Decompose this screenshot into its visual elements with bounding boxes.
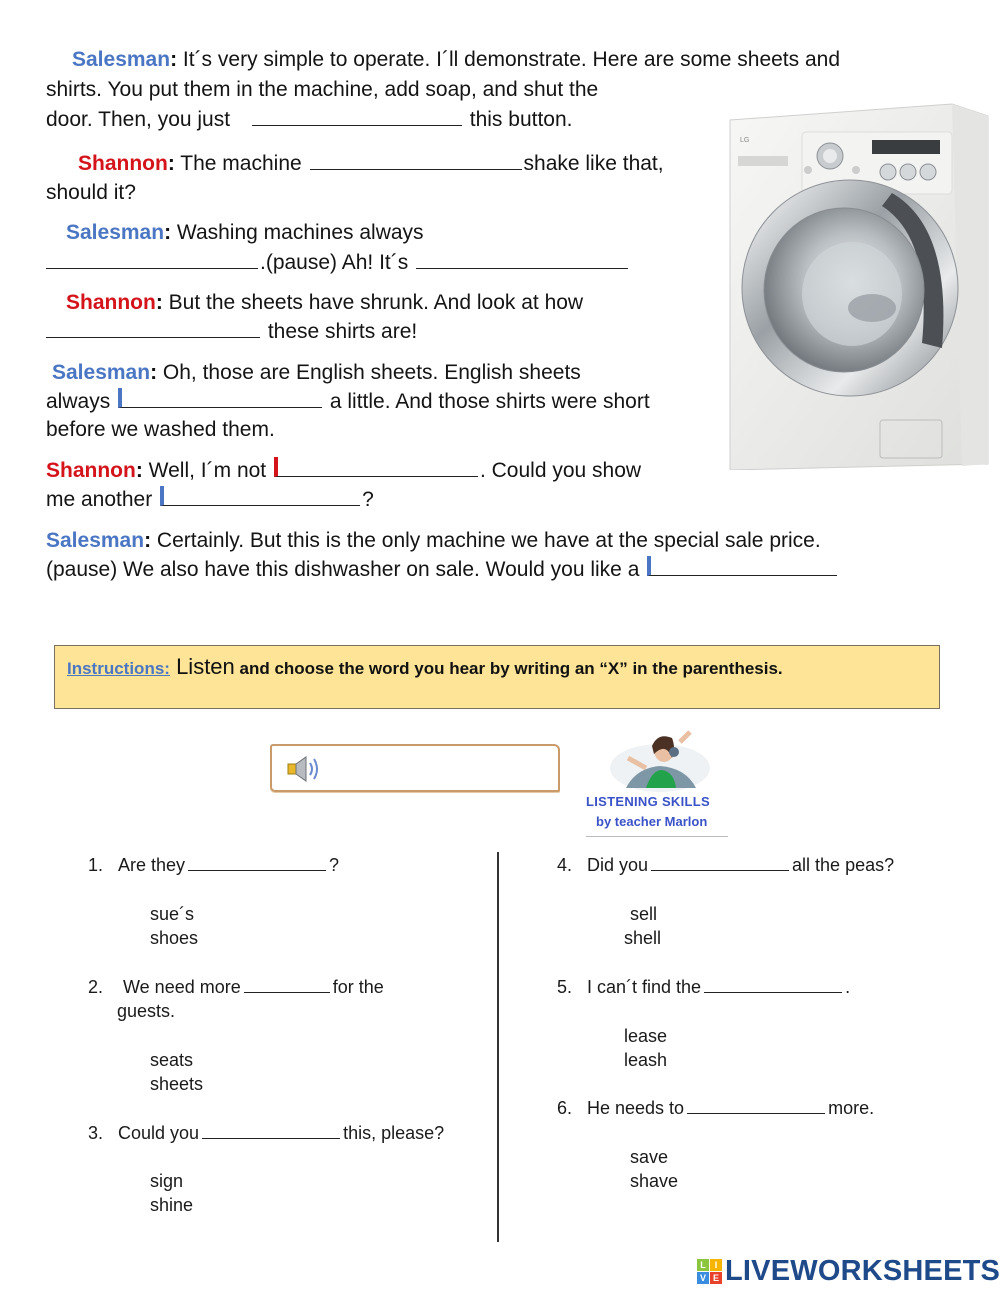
brand-divider <box>586 836 728 837</box>
answer-blank-2[interactable] <box>310 150 522 170</box>
question-3-option-1[interactable]: sign <box>150 1171 184 1191</box>
dialogue-line-1: Salesman: It´s very simple to operate. I´ll demonstrate. Here are some sheets and <box>72 48 841 71</box>
dialogue-line-10: Salesman: Oh, those are English sheets. English sheets <box>52 361 581 384</box>
question-1-option-2[interactable]: shoes <box>150 928 199 948</box>
answer-blank-9[interactable] <box>647 556 837 576</box>
dialogue-line-12: before we washed them. <box>46 418 275 441</box>
answer-blank-3[interactable] <box>46 249 258 269</box>
dialogue-line-3: door. Then, you just this button. <box>46 108 573 131</box>
question-2-line2: guests. <box>117 1001 176 1021</box>
question-5-option-1[interactable]: lease <box>624 1026 668 1046</box>
dialogue-line-4: Shannon: The machine shake like that, <box>78 152 664 175</box>
liveworksheets-logo[interactable] <box>697 1256 1000 1286</box>
speaker-salesman: Salesman <box>66 221 165 244</box>
question-1-blank[interactable] <box>188 855 326 871</box>
answer-blank-8[interactable] <box>160 486 360 506</box>
question-6-option-1[interactable]: save <box>630 1147 669 1167</box>
brand-title: LISTENING SKILLS <box>586 794 710 809</box>
question-2-blank[interactable] <box>244 977 330 993</box>
speaker-icon[interactable] <box>286 754 322 784</box>
listening-girl-image <box>606 728 714 794</box>
question-5: 5. I can´t find the . <box>557 977 851 997</box>
brand-subtitle: by teacher Marlon <box>596 814 708 829</box>
question-5-blank[interactable] <box>704 977 842 993</box>
instructions-box: Instructions: Listen and choose the word you hear by writing an “X” in the parenthesis. <box>54 645 940 709</box>
speaker-salesman: Salesman <box>52 361 151 384</box>
speaker-salesman: Salesman <box>72 48 171 71</box>
question-4: 4. Did you all the peas? <box>557 855 895 875</box>
dialogue-line-11: always a little. And those shirts were short <box>46 390 650 413</box>
question-2-option-2[interactable]: sheets <box>150 1074 204 1094</box>
svg-text:LG: LG <box>740 137 750 144</box>
speaker-shannon: Shannon <box>78 152 168 175</box>
logo-text: LIVEWORKSHEETS <box>725 1255 1000 1287</box>
question-5-option-2[interactable]: leash <box>624 1050 668 1070</box>
answer-blank-1[interactable] <box>252 106 462 126</box>
question-3-option-2[interactable]: shine <box>150 1195 194 1215</box>
speaker-shannon: Shannon <box>66 291 156 314</box>
question-1: 1. Are they ? <box>88 855 340 875</box>
question-4-blank[interactable] <box>651 855 789 871</box>
column-divider <box>497 852 499 1242</box>
dialogue-line-8: Shannon: But the sheets have shrunk. And look at how <box>66 291 584 314</box>
answer-blank-6[interactable] <box>118 388 322 408</box>
dialogue-line-6: Salesman: Washing machines always <box>66 221 424 244</box>
question-6-blank[interactable] <box>687 1098 825 1114</box>
question-2-option-1[interactable]: seats <box>150 1050 194 1070</box>
live-blocks-icon: L I V E <box>697 1259 722 1284</box>
speaker-salesman: Salesman <box>46 529 145 552</box>
audio-player[interactable] <box>270 744 560 792</box>
dialogue-line-16: (pause) We also have this dishwasher on sale. Would you like a <box>46 555 839 584</box>
question-3-blank[interactable] <box>202 1123 340 1139</box>
dialogue-line-13: Shannon: Well, I´m not . Could you show <box>46 459 642 482</box>
dialogue-line-5: should it? <box>46 181 136 204</box>
washing-machine-image <box>722 98 994 470</box>
dialogue-line-15: Salesman: Certainly. But this is the only machine we have at the special sale price. <box>46 529 821 552</box>
answer-blank-7[interactable] <box>274 457 478 477</box>
question-4-option-2[interactable]: shell <box>624 928 662 948</box>
dialogue-line-7: .(pause) Ah! It´s <box>46 248 630 277</box>
speaker-shannon: Shannon <box>46 459 136 482</box>
answer-blank-5[interactable] <box>46 318 260 338</box>
dialogue-line-14: me another ? <box>46 488 374 511</box>
answer-blank-4[interactable] <box>416 249 628 269</box>
question-4-option-1[interactable]: sell <box>630 904 658 924</box>
question-6-option-2[interactable]: shave <box>630 1171 679 1191</box>
question-3: 3. Could you this, please? <box>88 1123 445 1143</box>
question-6: 6. He needs to more. <box>557 1098 875 1118</box>
question-1-option-1[interactable]: sue´s <box>150 904 195 924</box>
instructions-label: Instructions: <box>67 659 170 678</box>
question-2: 2. We need more for the <box>88 977 384 997</box>
dialogue-line-2: shirts. You put them in the machine, add soap, and shut the <box>46 78 599 101</box>
dialogue-line-9: these shirts are! <box>46 317 417 346</box>
